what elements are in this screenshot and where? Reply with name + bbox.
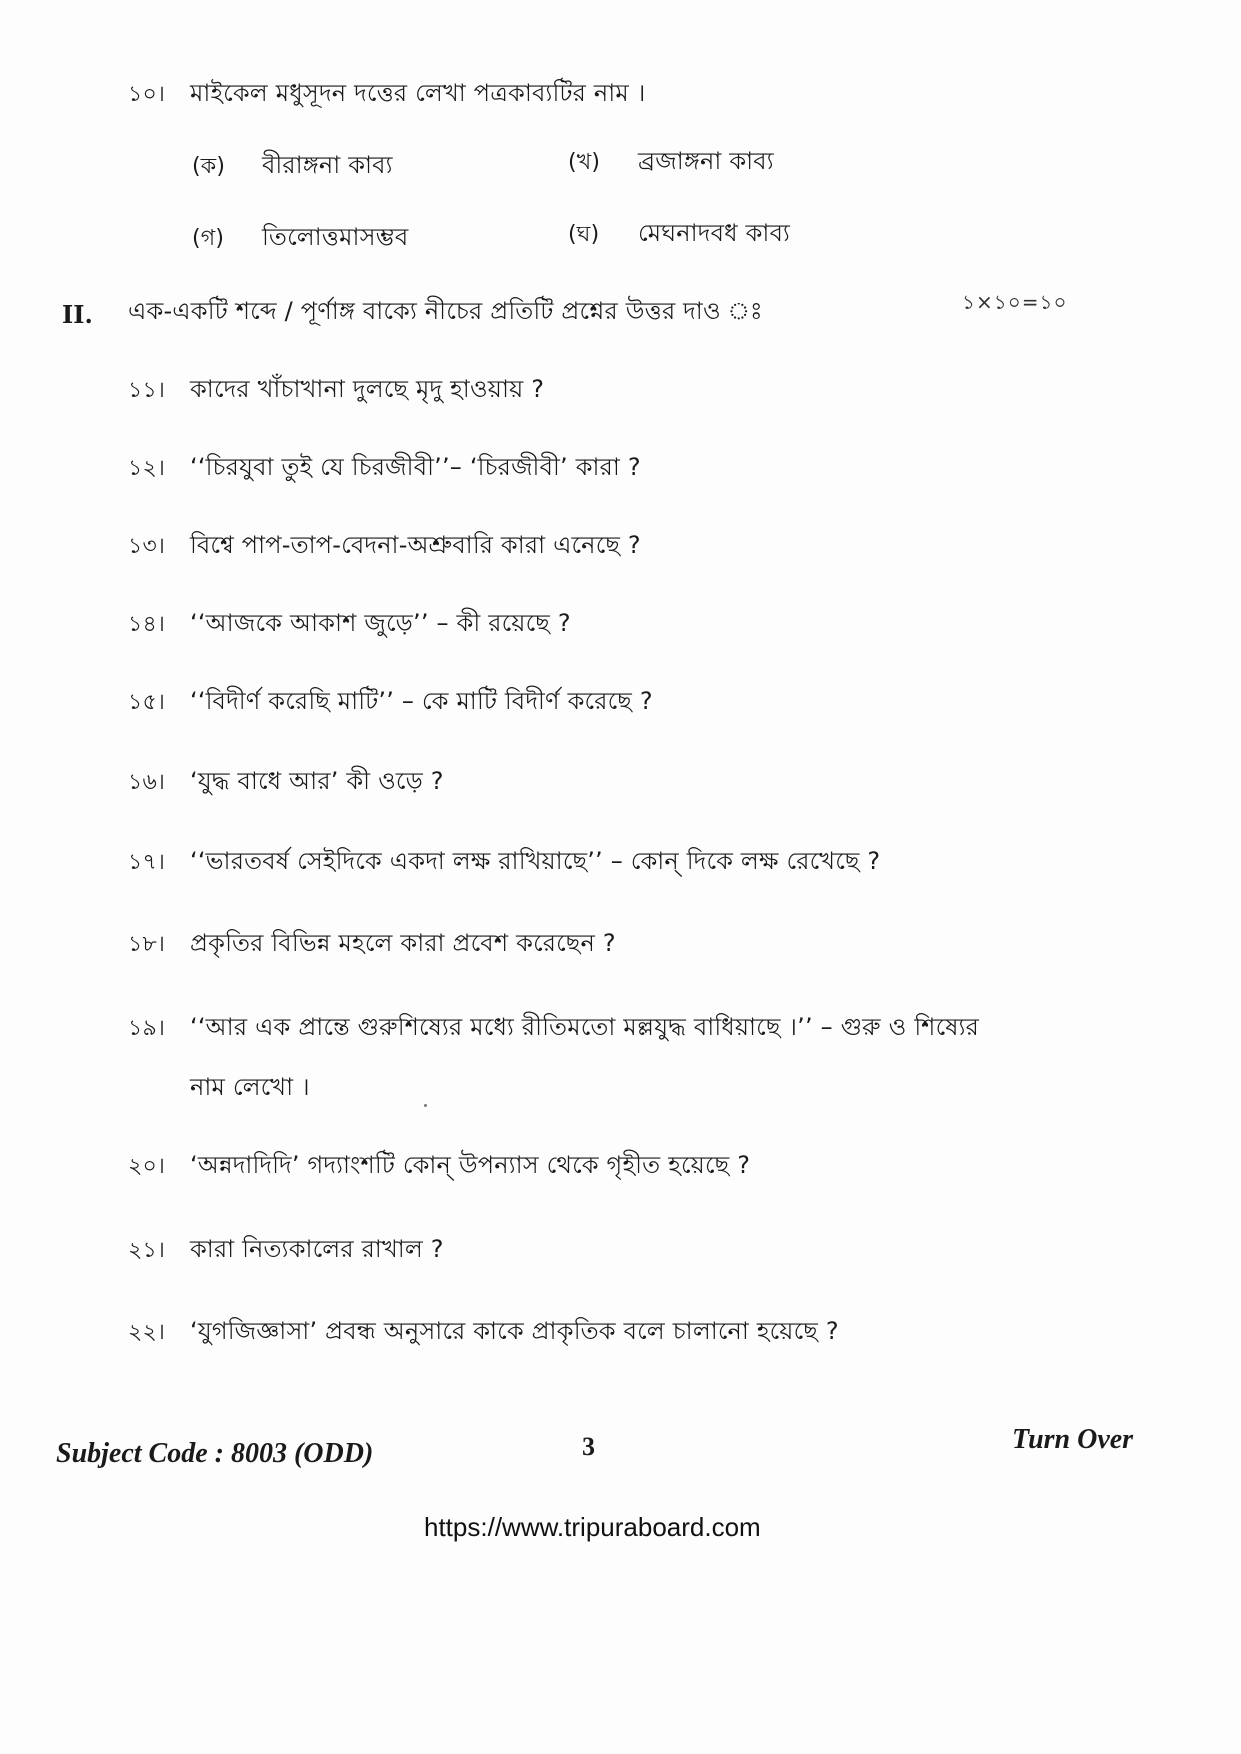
question-number: ১৮।: [128, 932, 166, 957]
question-19-continuation: নাম লেখো ।: [190, 1073, 310, 1101]
question-text: ‘‘বিদীর্ণ করেছি মাটি’’ – কে মাটি বিদীর্ণ করেছে ?: [190, 687, 653, 715]
question-text: ‘অন্নদাদিদি’ গদ্যাংশটি কোন্ উপন্যাস থেকে গৃহীত হয়েছে ?: [190, 1151, 751, 1179]
option-ka: [192, 150, 393, 182]
question-number: ১০।: [128, 82, 166, 107]
question-text: কারা নিত্যকালের রাখাল ?: [190, 1235, 444, 1263]
option-text: ব্রজাঙ্গনা কাব্য: [638, 147, 774, 175]
page-number: 3: [582, 1432, 595, 1461]
question-number: ১৯।: [128, 1016, 166, 1041]
question-number: ২০।: [128, 1154, 166, 1179]
question-number: ১৪।: [128, 612, 166, 637]
question-13: [128, 530, 641, 562]
option-label: (খ): [568, 150, 601, 175]
question-number: ১১।: [128, 378, 166, 403]
option-ga: [192, 222, 408, 254]
option-label: (ঘ): [568, 222, 600, 247]
question-number: ১৩।: [128, 534, 166, 559]
question-number: ১৭।: [128, 850, 166, 875]
option-kha: [568, 146, 774, 178]
question-text: বিশ্বে পাপ-তাপ-বেদনা-অশ্রুবারি কারা এনেছে ?: [190, 531, 641, 559]
question-text: ‘‘চিরযুবা তুই যে চিরজীবী’’– ‘চিরজীবী’ কারা ?: [190, 453, 641, 481]
question-20: [128, 1150, 750, 1182]
option-text: মেঘনাদবধ কাব্য: [638, 219, 791, 247]
question-text: মাইকেল মধুসূদন দত্তের লেখা পত্রকাব্যটির নাম ।: [190, 79, 646, 107]
option-text: বীরাঙ্গনা কাব্য: [262, 151, 393, 179]
question-number: ২১।: [128, 1238, 166, 1263]
question-text: কাদের খাঁচাখানা দুলছে মৃদু হাওয়ায় ?: [190, 375, 545, 403]
question-number: ১৬।: [128, 770, 166, 795]
question-11: [128, 374, 544, 406]
question-17: [128, 846, 880, 878]
question-text: ‘‘আজকে আকাশ জুড়ে’’ – কী রয়েছে ?: [190, 609, 571, 637]
question-12: [128, 452, 641, 484]
question-14: [128, 608, 571, 640]
question-text: ‘যুগজিজ্ঞাসা’ প্রবন্ধ অনুসারে কাকে প্রাকৃতিক বলে চালানো হয়েছে ?: [190, 1317, 839, 1345]
question-21: [128, 1234, 444, 1266]
question-text: ‘‘ভারতবর্ষ সেইদিকে একদা লক্ষ রাখিয়াছে’’ – কোন্ দিকে লক্ষ রেখেছে ?: [190, 847, 881, 875]
scan-speck: [424, 1104, 427, 1107]
question-text: প্রকৃতির বিভিন্ন মহলে কারা প্রবেশ করেছেন ?: [190, 929, 616, 957]
question-10: [128, 78, 646, 110]
question-text: ‘‘আর এক প্রান্তে গুরুশিষ্যের মধ্যে রীতিমতো মল্লযুদ্ধ বাধিয়াছে ।’’ – গুরু ও শিষ্যের: [190, 1013, 980, 1041]
option-label: (গ): [192, 226, 225, 251]
option-gha: [568, 218, 790, 250]
turn-over: Turn Over: [1012, 1424, 1134, 1455]
section-marks: ১×১০=১০: [962, 290, 1068, 314]
question-16: [128, 766, 444, 798]
question-22: [128, 1316, 839, 1348]
section-instruction: এক-একটি শব্দে / পূর্ণাঙ্গ বাক্যে নীচের প্রতিটি প্রশ্নের উত্তর দাও ঃ: [128, 297, 763, 325]
question-15: [128, 686, 653, 718]
question-number: ১৫।: [128, 690, 166, 715]
question-19: [128, 1012, 979, 1044]
footer-url[interactable]: https://www.tripuraboard.com: [424, 1512, 761, 1542]
option-label: (ক): [192, 154, 226, 179]
question-text: ‘যুদ্ধ বাধে আর’ কী ওড়ে ?: [190, 767, 444, 795]
question-number: ১২।: [128, 456, 166, 481]
option-text: তিলোত্তমাসম্ভব: [262, 223, 409, 251]
subject-code: Subject Code : 8003 (ODD): [56, 1438, 374, 1469]
section-mark: II.: [62, 300, 93, 329]
question-18: [128, 928, 616, 960]
question-number: ২২।: [128, 1320, 166, 1345]
